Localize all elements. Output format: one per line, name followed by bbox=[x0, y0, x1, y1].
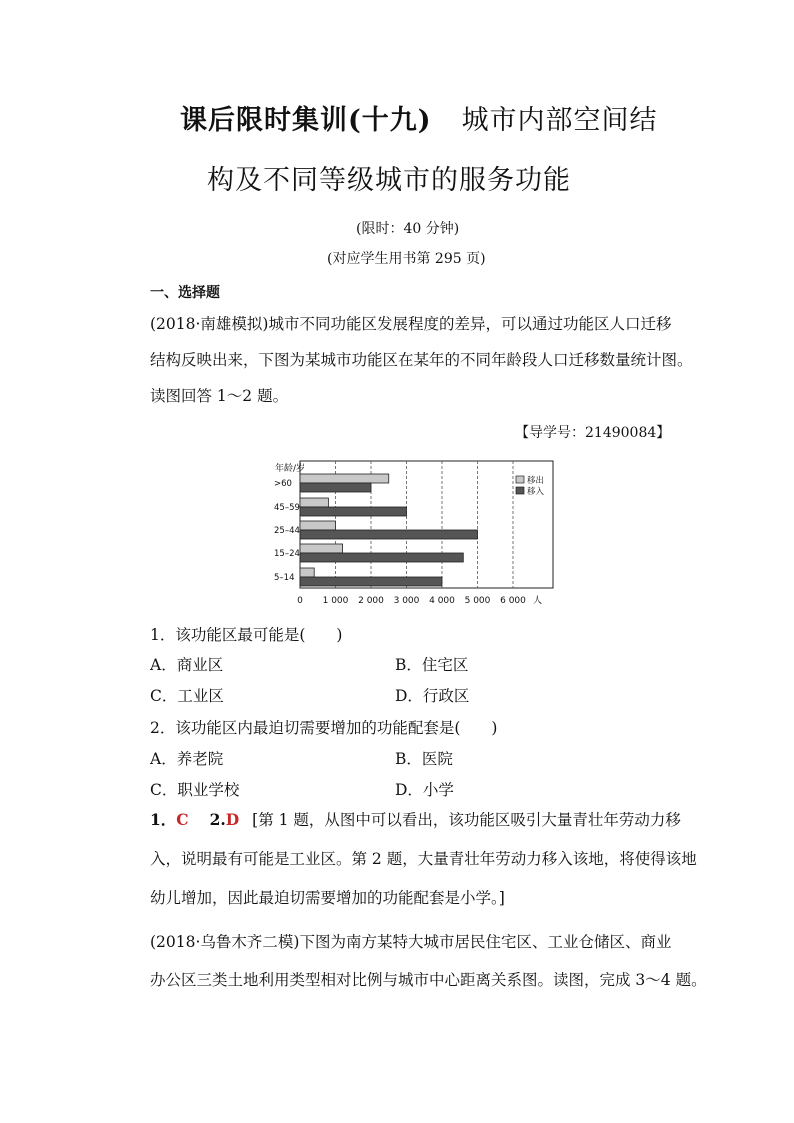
legend-label: 移入 bbox=[527, 487, 545, 497]
answer1-number: 1． bbox=[150, 810, 177, 829]
passage1-line2: 结构反映出来，下图为某城市功能区在某年的不同年龄段人口迁移数量统计图。 bbox=[150, 351, 693, 369]
time-limit: (限时：40 分钟) bbox=[356, 221, 460, 237]
answer-explanation-line1: [第 1 题，从图中可以看出，该功能区吸引大量青壮年劳动力移 bbox=[252, 811, 681, 829]
legend-swatch bbox=[516, 476, 524, 483]
passage1-line3: 读图回答 1～2 题。 bbox=[150, 387, 289, 405]
q1-option-d: D．行政区 bbox=[395, 687, 470, 705]
title-rest-part: 城市内部空间结 bbox=[461, 105, 658, 136]
category-label: >60 bbox=[274, 479, 292, 489]
bar-in bbox=[300, 530, 478, 539]
bar-out bbox=[300, 521, 336, 530]
page-title-line2: 构及不同等级城市的服务功能 bbox=[207, 165, 571, 196]
guide-number: 【导学号：21490084】 bbox=[515, 425, 671, 441]
category-label: 15–24 bbox=[274, 549, 300, 559]
q1-stem: 1．该功能区最可能是( ) bbox=[150, 626, 343, 644]
passage1-line1: (2018·南雄模拟)城市不同功能区发展程度的差异，可以通过功能区人口迁移 bbox=[150, 315, 672, 333]
title-bold-part: 课后限时集训(十九) bbox=[180, 105, 432, 136]
x-axis-unit: 人 bbox=[533, 596, 543, 606]
q1-option-c: C．工业区 bbox=[150, 687, 224, 705]
bar-in bbox=[300, 577, 442, 586]
bar-out bbox=[300, 474, 389, 483]
legend-label: 移出 bbox=[527, 476, 545, 486]
bar-in bbox=[300, 483, 371, 492]
x-tick-label: 3 000 bbox=[393, 596, 420, 606]
q1-option-b: B．住宅区 bbox=[395, 656, 469, 674]
page-title-line1 bbox=[180, 98, 658, 137]
x-tick-label: 1 000 bbox=[322, 596, 349, 606]
bar-out bbox=[300, 498, 328, 507]
passage2-line2: 办公区三类土地利用类型相对比例与城市中心距离关系图。读图，完成 3～4 题。 bbox=[150, 971, 707, 989]
answer2-number: 2. bbox=[209, 810, 226, 829]
page-reference: (对应学生用书第 295 页) bbox=[327, 251, 486, 267]
bar-in bbox=[300, 507, 407, 516]
answer2-letter: D bbox=[225, 810, 240, 829]
q2-option-c: C．职业学校 bbox=[150, 781, 240, 799]
q2-option-a: A．养老院 bbox=[150, 750, 224, 768]
migration-chart bbox=[265, 455, 565, 610]
bar-in bbox=[300, 553, 463, 562]
answer-line1 bbox=[150, 808, 681, 830]
answer-explanation-line3: 幼儿增加，因此最迫切需要增加的功能配套是小学。] bbox=[150, 889, 505, 907]
x-tick-label: 6 000 bbox=[500, 596, 526, 606]
x-tick-label: 2 000 bbox=[358, 596, 384, 606]
bar-out bbox=[300, 568, 314, 577]
x-tick-label: 4 000 bbox=[429, 596, 455, 606]
migration-chart-svg bbox=[265, 455, 565, 610]
category-label: 25–44 bbox=[274, 526, 300, 536]
answer-explanation-line2: 入，说明最有可能是工业区。第 2 题，大量青壮年劳动力移入该地，将使得该地 bbox=[150, 850, 697, 868]
category-label: 45–59 bbox=[274, 503, 300, 513]
q2-option-d: D．小学 bbox=[395, 781, 454, 799]
x-tick-label: 5 000 bbox=[464, 596, 491, 606]
section-heading: 一、选择题 bbox=[150, 285, 220, 301]
q1-option-a: A．商业区 bbox=[150, 656, 224, 674]
answer1-letter: C bbox=[176, 810, 189, 829]
bar-out bbox=[300, 544, 343, 553]
y-axis-label: 年龄/岁 bbox=[275, 464, 306, 474]
q2-option-b: B．医院 bbox=[395, 750, 453, 768]
legend-swatch bbox=[516, 487, 524, 494]
q2-stem: 2．该功能区内最迫切需要增加的功能配套是( ) bbox=[150, 719, 498, 737]
category-label: 5–14 bbox=[274, 573, 295, 583]
x-tick-label: 0 bbox=[297, 596, 303, 606]
passage2-line1: (2018·乌鲁木齐二模)下图为南方某特大城市居民住宅区、工业仓储区、商业 bbox=[150, 933, 672, 951]
